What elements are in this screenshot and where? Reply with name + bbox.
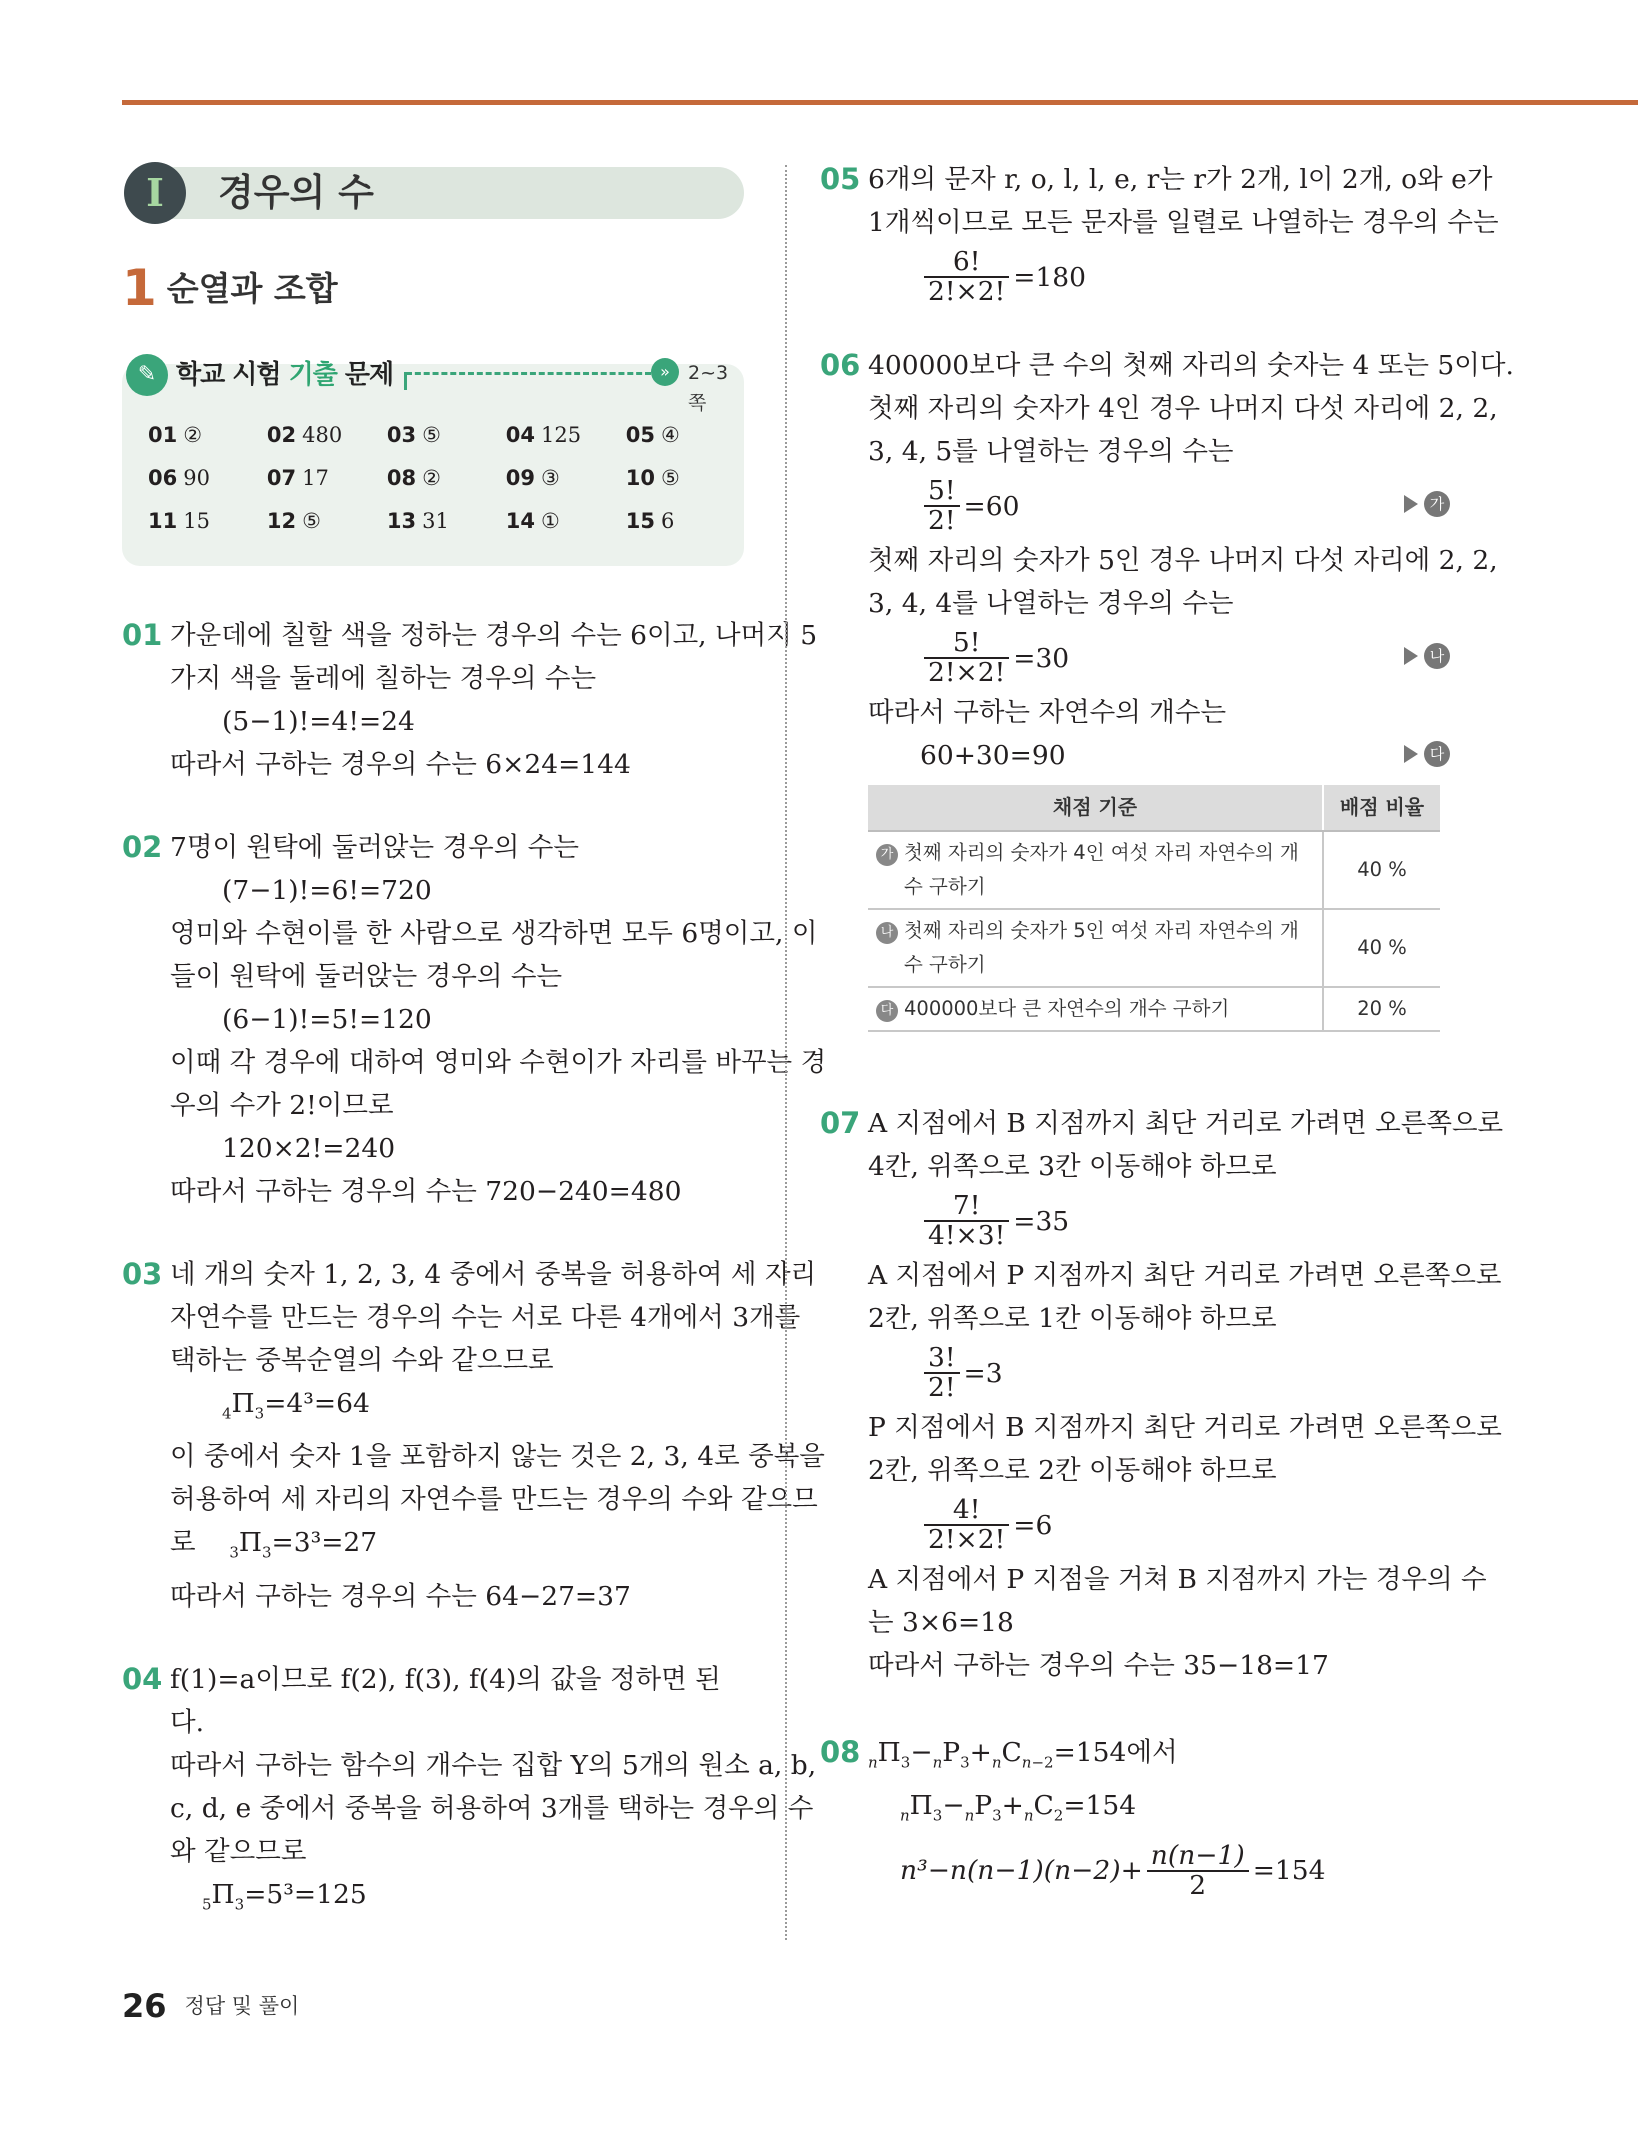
problem-number: 03 (122, 1257, 163, 1291)
text-line: 따라서 구하는 함수의 개수는 집합 Y의 5개의 원소 a, b, (170, 1749, 817, 1781)
text-line: 따라서 구하는 경우의 수는 64−27=37 (170, 1580, 631, 1612)
chapter-title: 경우의 수 (218, 171, 374, 214)
text-line: 400000보다 큰 수의 첫째 자리의 숫자는 4 또는 5이다. (868, 350, 1514, 381)
section-header (122, 259, 752, 326)
text-line: 3, 4, 4를 나열하는 경우의 수는 (868, 588, 1234, 619)
text-line: 와 같으므로 (170, 1835, 307, 1867)
problem-04 (122, 1658, 817, 1926)
answer-box-label: 학교 시험 기출 문제 (176, 360, 394, 390)
problem-number: 08 (820, 1735, 861, 1769)
section-title: 순열과 조합 (166, 269, 338, 308)
problem-06 (820, 344, 1514, 1032)
answer-item: 09 ③ (505, 466, 560, 490)
text-line: 우의 수가 2!이므로 (170, 1090, 394, 1121)
answer-item: 15 6 (625, 509, 675, 533)
equation: $\frac{5!}{2!\times 2!}$ =30 나 (820, 625, 1450, 691)
text-line: 이때 각 경우에 대하여 영미와 수현이가 자리를 바꾸는 경 (170, 1047, 827, 1078)
problem-number: 01 (122, 618, 163, 652)
top-rule (122, 100, 1638, 105)
equation: $\frac{4!}{2!\times 2!}$ =6 (820, 1492, 1450, 1558)
right-column (820, 158, 1514, 1904)
answer-item: 01 ② (148, 423, 203, 447)
problem-number: 07 (820, 1106, 861, 1140)
answer-box (122, 360, 744, 566)
text-line: c, d, e 중에서 중복을 허용하여 3개를 택하는 경우의 수 (170, 1792, 814, 1824)
equation: (5−1)!=4!=24 (222, 706, 415, 737)
equation: $\frac{5!}{2!}$ =60 가 (820, 473, 1450, 539)
equation: $\frac{6!}{2!\times 2!}$ =180 (820, 244, 1450, 310)
text-line: P 지점에서 B 지점까지 최단 거리로 가려면 오른쪽으로 (868, 1412, 1502, 1443)
equation: (7−1)!=6!=720 (222, 875, 432, 906)
column-divider (785, 165, 787, 1940)
grading-row: 다 400000보다 큰 자연수의 개수 구하기 20 % (868, 987, 1440, 1031)
text-line: 가지 색을 둘레에 칠하는 경우의 수는 (170, 663, 597, 694)
text-line: 따라서 구하는 경우의 수는 35−18=17 (868, 1650, 1329, 1681)
answer-item: 13 31 (386, 509, 449, 533)
problem-03 (122, 1253, 825, 1618)
equation: 120×2!=240 (222, 1133, 396, 1164)
dashed-line (406, 372, 651, 375)
equation: n³−n(n−1)(n−2)+ $\frac{n(n-1)}{2}$ =154 (900, 1839, 1326, 1901)
answer-item: 03 ⑤ (386, 423, 441, 447)
problem-07 (820, 1102, 1504, 1687)
equation: 로 $_3\Pi_3=3^3=27$ (170, 1527, 378, 1562)
text-line: 택하는 중복순열의 수와 같으므로 (170, 1345, 554, 1376)
left-column (122, 150, 827, 1926)
text-line: A 지점에서 P 지점을 거쳐 B 지점까지 가는 경우의 수 (868, 1564, 1487, 1595)
problem-02 (122, 826, 827, 1213)
problem-number: 04 (122, 1661, 163, 1696)
text-line: 가운데에 칠할 색을 정하는 경우의 수는 6이고, 나머지 5 (170, 620, 818, 651)
text-line: 1개씩이므로 모든 문자를 일렬로 나열하는 경우의 수는 (868, 207, 1499, 238)
equation: $\frac{7!}{4!\times 3!}$ =35 (820, 1188, 1450, 1254)
step-marker: 가 (1404, 491, 1450, 517)
answer-item: 02 480 (266, 423, 343, 447)
text-line: 따라서 구하는 경우의 수는 6×24=144 (170, 749, 631, 780)
step-marker: 나 (1404, 643, 1450, 669)
text-line: 네 개의 숫자 1, 2, 3, 4 중에서 중복을 허용하여 세 자리 (170, 1259, 817, 1290)
equation: $_n\Pi_3-_nP_3+_nC_{n-2}=154$에서 (868, 1737, 1178, 1772)
text-line: 는 3×6=18 (868, 1607, 1014, 1638)
triangle-icon (1404, 647, 1418, 665)
answer-grid (148, 414, 744, 543)
text-line: 7명이 원탁에 둘러앉는 경우의 수는 (170, 832, 579, 863)
text-line: 허용하여 세 자리의 자연수를 만드는 경우의 수와 같으므 (170, 1484, 818, 1516)
grading-header-ratio: 배점 비율 (1323, 785, 1440, 831)
grading-row: 나 첫째 자리의 숫자가 5인 여섯 자리 자연수의 개 수 구하기 40 % (868, 909, 1440, 987)
text-line: A 지점에서 B 지점까지 최단 거리로 가려면 오른쪽으로 (868, 1108, 1504, 1139)
text-line: 첫째 자리의 숫자가 4인 경우 나머지 다섯 자리에 2, 2, (868, 393, 1498, 424)
answer-item: 12 ⑤ (266, 509, 321, 533)
chapter-header (122, 162, 744, 224)
pencil-icon: ✎ (126, 354, 168, 396)
grading-table (868, 785, 1440, 1032)
text-line: 3, 4, 5를 나열하는 경우의 수는 (868, 436, 1234, 467)
problem-number: 02 (122, 830, 163, 864)
text-line: 다. (170, 1706, 205, 1738)
section-number: 1 (122, 259, 157, 317)
double-arrow-icon: » (651, 358, 679, 386)
text-line: 자연수를 만드는 경우의 수는 서로 다른 4개에서 3개를 (170, 1302, 801, 1333)
answer-item: 04 125 (505, 423, 582, 447)
equation: $_n\Pi_3-_nP_3+_nC_2=154$ (900, 1790, 1137, 1825)
text-line: 첫째 자리의 숫자가 5인 경우 나머지 다섯 자리에 2, 2, (868, 545, 1498, 576)
problem-08 (820, 1731, 1450, 1904)
answer-item: 10 ⑤ (625, 466, 680, 490)
triangle-icon (1404, 745, 1418, 763)
step-marker: 다 (1404, 741, 1450, 767)
answer-box-header (126, 354, 744, 414)
problem-05 (820, 158, 1499, 310)
grading-header-criteria: 채점 기준 (868, 785, 1323, 831)
answer-item: 14 ① (505, 509, 560, 533)
answer-item: 05 ④ (625, 423, 680, 447)
text-line: f(1)=a이므로 f(2), f(3), f(4)의 값을 정하면 된 (170, 1663, 721, 1695)
text-line: 따라서 구하는 자연수의 개수는 (868, 697, 1227, 728)
answer-item: 11 15 (148, 509, 210, 533)
text-line: 2칸, 위쪽으로 1칸 이동해야 하므로 (868, 1303, 1277, 1334)
problem-number: 05 (820, 162, 861, 196)
footer-label: 정답 및 풀이 (184, 1994, 300, 2018)
equation: 60+30=90 다 (820, 734, 1450, 777)
triangle-icon (1404, 495, 1418, 513)
page-range: 2~3쪽 (688, 362, 729, 414)
equation: $_5\Pi_3=5^3=125$ (202, 1878, 367, 1913)
equation: (6−1)!=5!=120 (222, 1004, 432, 1035)
text-line: 들이 원탁에 둘러앉는 경우의 수는 (170, 961, 563, 992)
text-line: A 지점에서 P 지점까지 최단 거리로 가려면 오른쪽으로 (868, 1260, 1502, 1291)
text-line: 6개의 문자 r, o, l, l, e, r는 r가 2개, l이 2개, o와 e가 (868, 164, 1493, 195)
problem-number: 06 (820, 348, 861, 382)
answer-item: 06 90 (148, 466, 210, 490)
text-line: 따라서 구하는 경우의 수는 720−240=480 (170, 1176, 682, 1207)
chapter-numeral: I (124, 162, 186, 224)
text-line: 이 중에서 숫자 1을 포함하지 않는 것은 2, 3, 4로 중복을 (170, 1441, 825, 1473)
answer-item: 08 ② (386, 466, 441, 490)
answer-item: 07 17 (266, 466, 329, 490)
page-number: 26 (122, 1987, 167, 2025)
grading-row: 가 첫째 자리의 숫자가 4인 여섯 자리 자연수의 개 수 구하기 40 % (868, 831, 1440, 909)
equation: $\frac{3!}{2!}$ =3 (820, 1340, 1450, 1406)
text-line: 영미와 수현이를 한 사람으로 생각하면 모두 6명이고, 이 (170, 918, 818, 949)
text-line: 2칸, 위쪽으로 2칸 이동해야 하므로 (868, 1455, 1277, 1486)
problem-01 (122, 614, 818, 786)
text-line: 4칸, 위쪽으로 3칸 이동해야 하므로 (868, 1151, 1277, 1182)
page-footer (122, 1987, 299, 2025)
equation: $_4\Pi_3=4^3=64$ (222, 1388, 370, 1423)
